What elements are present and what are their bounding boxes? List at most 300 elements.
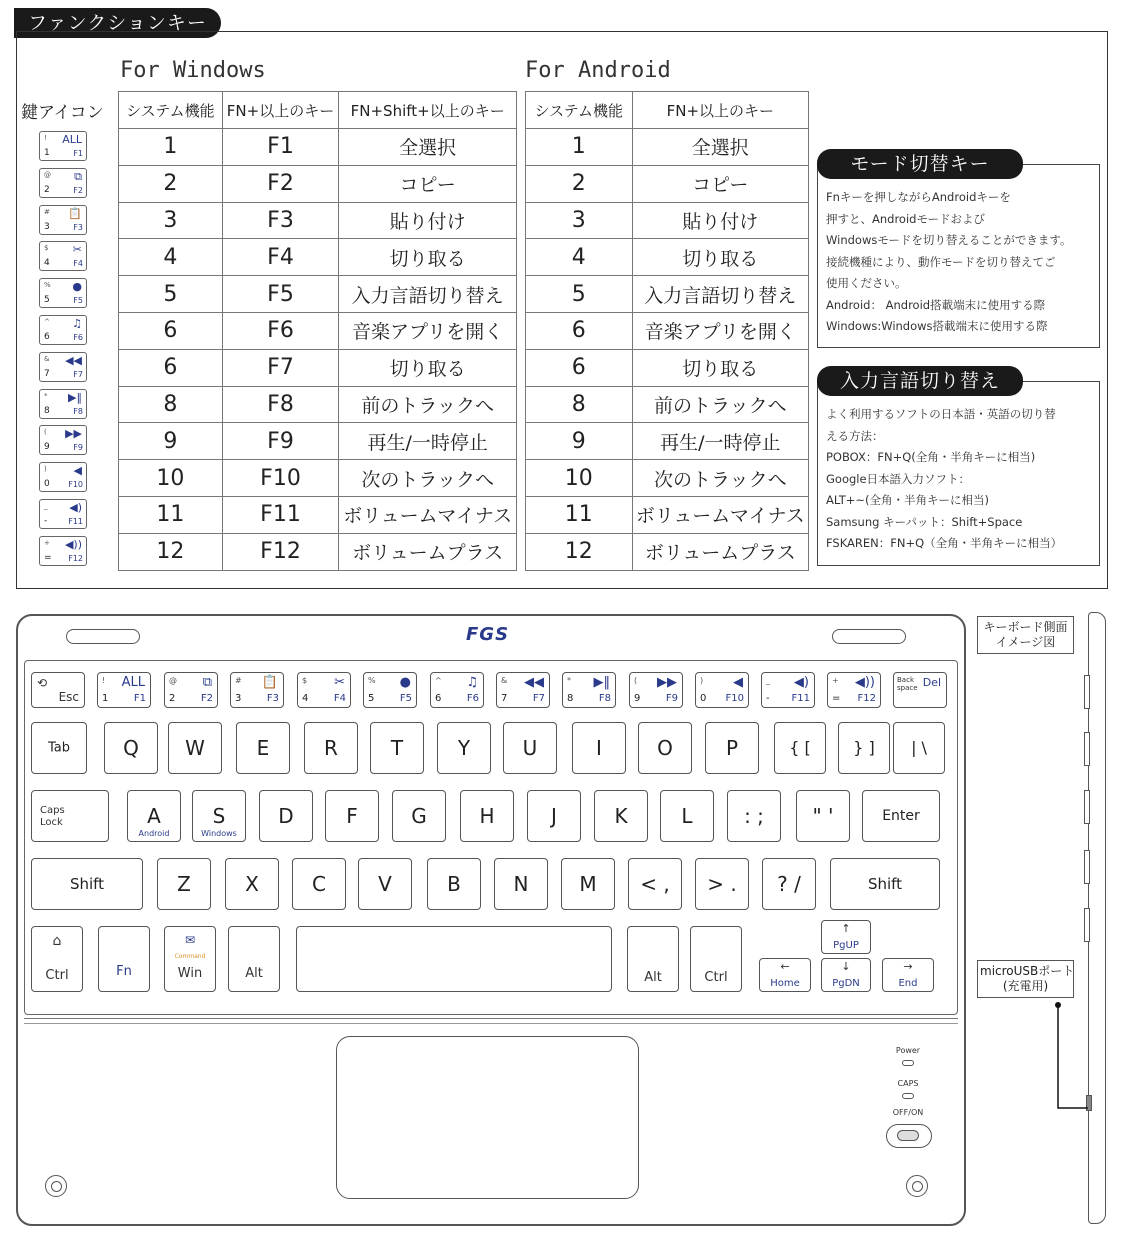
row-number: 10 [526,460,633,497]
input-language-title: 入力言語切り替え [817,366,1023,396]
key-a[interactable] [127,790,181,842]
number-char: 4 [302,693,309,704]
row-number: 10 [119,460,223,497]
function-key-f5[interactable] [363,672,417,708]
key-punct-8[interactable] [628,858,682,910]
section-title: ファンクションキー [14,8,221,38]
function-glyph-icon: ● [72,280,82,294]
pgup-key[interactable] [821,920,871,954]
power-switch[interactable] [886,1124,932,1148]
shift-char: _ [44,502,48,510]
key-label: A [147,804,161,828]
function-glyph-icon: ALL [62,133,82,146]
f-label: F11 [68,517,83,526]
home-key[interactable] [759,958,811,992]
shift-char: _ [766,676,770,685]
key-icon-f9 [39,425,87,455]
side-segment [1084,675,1090,709]
key-label: Alt [245,966,263,981]
row-function: 前のトラックへ [632,386,808,423]
shift-char: ! [44,134,47,142]
key-c[interactable] [292,858,346,910]
key-label: Z [177,872,191,896]
key-label: Y [457,736,471,760]
f-label: F10 [68,480,83,490]
row-number: 12 [526,533,633,570]
function-glyph-icon: 📋 [261,675,278,690]
shift-char: $ [302,676,308,685]
key-label: P [725,736,739,760]
mode-switch-line: 押すと、Androidモードおよび [826,211,986,226]
side-segment [1084,790,1090,824]
row-fkey: F8 [222,386,339,423]
table-row [526,276,809,313]
bracket-key-11[interactable] [774,722,826,774]
key-o[interactable] [638,722,692,774]
number-char: 5 [368,693,375,704]
shift-char: % [368,676,376,685]
key-i[interactable] [572,722,626,774]
f-label: F2 [200,693,213,704]
row-number: 11 [526,496,633,533]
left-shift-key[interactable] [31,858,143,910]
key-v[interactable] [358,858,412,910]
up-arrow-icon: ↑ [841,922,851,935]
function-key-f2[interactable] [164,672,218,708]
row-number: 6 [526,349,633,386]
function-glyph-icon: ✂ [334,675,345,690]
mode-switch-box [817,164,1100,348]
f-label: F1 [133,693,146,704]
input-language-line: Samsung キーパット：Shift+Space [826,514,1023,529]
bracket-key-13[interactable] [893,722,945,774]
screw-left [45,1175,67,1197]
key-icon-f3 [39,205,87,235]
row-number: 2 [119,165,223,202]
key-label: N [513,872,529,896]
shift-char: ( [634,676,638,685]
function-glyph-icon: ◀◀ [524,675,544,690]
row-number: 11 [119,496,223,533]
key-z[interactable] [157,858,211,910]
number-char: 2 [44,184,50,195]
table-row [526,165,809,202]
key-label: > . [707,872,737,896]
key-s[interactable] [192,790,246,842]
esc-key[interactable] [31,672,85,708]
function-glyph-icon: ◀)) [64,537,82,551]
row-fkey: F5 [222,276,339,313]
usb-port-label: microUSBポート (充電用) [977,960,1074,998]
shift-char: & [44,354,50,363]
row-number: 6 [526,312,633,349]
command-sublabel: Command [174,953,206,960]
key-label: G [411,804,427,828]
key-h[interactable] [460,790,514,842]
key-label: | \ [911,738,927,757]
end-key[interactable] [882,958,934,992]
key-label: R [324,736,338,760]
function-key-f11[interactable] [761,672,815,708]
key-icon-f2 [39,168,87,198]
key-u[interactable] [503,722,557,774]
left-arrow-icon: ← [780,960,790,973]
key-label: Alt [644,970,662,985]
key-label: B [447,872,461,896]
key-punct-10[interactable] [762,858,816,910]
f-label: F10 [725,693,744,704]
key-label: Shift [69,875,105,893]
table-row [526,533,809,570]
shift-char: & [501,676,508,685]
key-punct-10[interactable] [727,790,781,842]
key-label: Win [177,966,203,981]
number-char: = [44,552,52,563]
f-label: F6 [466,693,479,704]
key-label: { [ [789,738,811,757]
function-key-f10[interactable] [695,672,749,708]
function-glyph-icon: ♫ [72,317,82,330]
enter-key[interactable] [862,790,940,842]
right-ctrl-key[interactable] [690,926,742,992]
key-l[interactable] [660,790,714,842]
key-label: End [898,978,918,989]
number-char: 6 [44,332,50,342]
f-label: F9 [665,693,678,704]
function-glyph-icon: ▶‖ [593,675,610,690]
number-char: 7 [44,368,50,379]
row-function: 前のトラックへ [339,386,517,423]
row-function: 切り取る [339,239,517,276]
right-alt-key[interactable] [627,926,679,992]
row-number: 9 [526,423,633,460]
del-label: Del [922,676,941,689]
key-label: O [657,736,673,760]
row-function: ボリュームプラス [632,533,808,570]
mode-switch-line: Android： Android搭載端末に使用する際 [826,297,1046,312]
row-number: 4 [119,239,223,276]
key-icon-f1 [39,131,87,161]
mode-switch-line: Fnキーを押しながらAndroidキーを [826,190,1011,204]
input-language-line: よく利用するソフトの日本語・英語の切り替 [826,407,1056,421]
shift-char: @ [169,676,177,685]
usb-pointer-line [1050,1000,1095,1115]
table-row [119,349,517,386]
key-n[interactable] [494,858,548,910]
key-label: ? / [777,872,801,896]
key-label: PgUP [833,940,859,951]
shift-char: # [44,207,50,216]
screw-right [906,1175,928,1197]
row-function: 切り取る [339,349,517,386]
number-char: 0 [44,479,50,490]
row-fkey: F4 [222,239,339,276]
key-b[interactable] [427,858,481,910]
key-icon-f8 [39,389,87,419]
number-char: 3 [235,693,242,704]
windows-title: For Windows [120,58,266,83]
shift-char: + [44,538,50,547]
shift-char: # [235,676,242,685]
key-w[interactable] [168,722,222,774]
row-function: 全選択 [339,129,517,166]
function-glyph-icon: ▶▶ [657,675,677,690]
input-language-line: FSKAREN：FN+Q（全角・半角キーに相当） [826,536,1063,550]
key-d[interactable] [259,790,313,842]
key-icon-f11 [39,499,87,529]
function-glyph-icon: ▶‖ [68,390,82,404]
row-function: 再生/一時停止 [632,423,808,460]
win-key[interactable] [164,926,216,992]
key-q[interactable] [104,722,158,774]
key-label: PgDN [832,978,860,989]
key-icon-label: 鍵アイコン [21,103,104,123]
brand-logo: FGS [466,624,510,645]
shift-char: % [44,281,51,290]
row-function: 全選択 [632,129,808,166]
table-row [119,423,517,460]
input-language-box [817,381,1100,566]
number-char: = [832,693,841,704]
key-icon-f6 [39,315,87,345]
mode-switch-line: Windowsモードを切り替えることができます。 [826,233,1072,247]
key-label: T [390,736,404,760]
key-label: J [551,804,557,828]
number-char: 9 [44,442,50,453]
row-number: 1 [526,129,633,166]
key-label: Home [770,978,800,989]
f-label: F5 [73,296,83,306]
table-row [526,129,809,166]
key-e[interactable] [236,722,290,774]
function-glyph-icon: ALL [121,675,145,690]
side-segment [1084,850,1090,884]
number-char: 3 [44,221,50,232]
row-number: 8 [119,386,223,423]
function-key-f9[interactable] [629,672,683,708]
shift-char: ! [102,676,106,685]
row-fkey: F7 [222,349,339,386]
row-function: 貼り付け [632,202,808,239]
key-label: Fn [116,964,132,979]
number-char: 8 [567,693,574,704]
android-sublabel: Android [138,829,170,838]
number-char: 1 [102,693,109,704]
side-segment [1084,908,1090,942]
key-x[interactable] [225,858,279,910]
mode-switch-title: モード切替キー [817,149,1023,179]
table-row [119,533,517,570]
key-icon-f7 [39,352,87,382]
hinge-left [66,629,140,644]
space-key[interactable] [296,926,612,992]
row-function: 切り取る [632,239,808,276]
row-function: コピー [339,165,517,202]
caps-led [902,1093,914,1099]
row-number: 2 [526,165,633,202]
f-label: F9 [73,443,83,453]
row-number: 1 [119,129,223,166]
function-key-f1[interactable] [97,672,151,708]
function-glyph-icon: ⧉ [74,169,82,183]
f-label: F12 [857,693,876,704]
table-row [526,202,809,239]
right-shift-key[interactable] [830,858,940,910]
down-arrow-icon: ↓ [841,960,851,973]
row-function: 入力言語切り替え [632,276,808,313]
tab-key[interactable] [31,722,87,774]
row-function: 貼り付け [339,202,517,239]
number-char: 1 [44,148,50,158]
key-label: Ctrl [704,970,728,985]
table-header-row [526,92,809,129]
row-fkey: F2 [222,165,339,202]
col-system-function: システム機能 [119,92,223,129]
left-alt-key[interactable] [228,926,280,992]
function-key-f8[interactable] [562,672,616,708]
f-label: F2 [73,185,83,195]
f-label: F4 [333,693,346,704]
shift-char: $ [44,244,49,253]
touchpad[interactable] [336,1036,639,1199]
key-label: H [479,804,495,828]
key-t[interactable] [370,722,424,774]
table-row [526,496,809,533]
input-language-line: Google日本語入力ソフト： [826,471,971,486]
table-row [119,202,517,239]
table-header-row [119,92,517,129]
input-language-line: える方法： [826,428,884,443]
input-language-line: ALT+~(全角・半角キーに相当) [826,493,989,507]
side-view-label: キーボード側面 イメージ図 [977,616,1074,654]
pgdn-key[interactable] [821,958,871,992]
function-glyph-icon: ◀◀ [65,353,82,367]
key-g[interactable] [392,790,446,842]
f-label: F8 [73,406,83,416]
key-m[interactable] [561,858,615,910]
number-char: 0 [700,693,707,704]
function-key-f12[interactable] [827,672,881,708]
row-function: ボリュームプラス [339,533,517,570]
key-label: K [614,804,628,828]
key-label: Back space [897,676,918,692]
key-label: X [245,872,259,896]
switch-knob [897,1130,919,1141]
caps-lock-key[interactable] [31,790,109,842]
f-label: F3 [73,222,83,232]
power-switch-label: OFF/ON [892,1108,924,1117]
table-row [119,312,517,349]
shift-char: ) [700,676,704,685]
windows-sublabel: Windows [201,829,237,838]
function-key-f7[interactable] [496,672,550,708]
number-char: 9 [634,693,641,704]
row-fkey: F10 [222,460,339,497]
shift-char: + [832,676,839,685]
f-label: F5 [399,693,412,704]
key-k[interactable] [594,790,648,842]
key-label: Ctrl [45,968,69,983]
key-f[interactable] [325,790,379,842]
function-glyph-icon: ◀) [793,675,809,690]
row-fkey: F11 [222,496,339,533]
function-glyph-icon: ● [399,675,411,690]
function-glyph-icon: ◀ [73,464,82,478]
android-title: For Android [525,58,671,83]
side-segment [1084,732,1090,766]
col-fn-key: FN+以上のキー [632,92,808,129]
table-row [119,129,517,166]
table-row [526,312,809,349]
shift-char: ^ [44,318,50,326]
table-row [526,239,809,276]
row-number: 6 [119,349,223,386]
key-y[interactable] [437,722,491,774]
row-function: ボリュームマイナス [339,496,517,533]
bracket-key-12[interactable] [838,722,890,774]
number-char: 5 [44,295,50,306]
table-row [119,165,517,202]
row-number: 9 [119,423,223,460]
fn-key[interactable] [98,926,150,992]
key-j[interactable] [527,790,581,842]
function-glyph-icon: ✂ [72,243,82,257]
function-key-f4[interactable] [297,672,351,708]
table-row [526,349,809,386]
row-function: 次のトラックへ [632,460,808,497]
function-key-f3[interactable] [230,672,284,708]
row-fkey: F9 [222,423,339,460]
key-label: } ] [853,738,875,757]
row-function: コピー [632,165,808,202]
key-label: S [212,804,226,828]
function-key-f6[interactable] [430,672,484,708]
number-char: 2 [169,693,176,704]
f-label: F8 [598,693,611,704]
key-punct-9[interactable] [695,858,749,910]
shift-char: ( [44,428,47,437]
key-label: Shift [867,875,903,893]
function-glyph-icon: ⧉ [202,675,212,690]
key-r[interactable] [304,722,358,774]
row-number: 5 [526,276,633,313]
row-number: 12 [119,533,223,570]
key-label: : ; [744,804,764,828]
key-label: " ' [812,804,834,828]
key-punct-11[interactable] [796,790,850,842]
row-fkey: F12 [222,533,339,570]
key-label: D [278,804,294,828]
left-ctrl-key[interactable] [31,926,83,992]
key-icon-f10 [39,462,87,492]
backspace-del-key[interactable] [893,672,947,708]
key-label: W [185,736,205,760]
mode-switch-line: 使用ください。 [826,276,907,290]
table-row [119,276,517,313]
shift-char: ^ [435,676,442,685]
key-label: Caps Lock [40,805,65,828]
row-fkey: F3 [222,202,339,239]
table-row [119,239,517,276]
key-icon-f12 [39,536,87,566]
f-label: F6 [73,333,83,342]
home-icon: ⌂ [52,933,62,949]
key-label: E [256,736,270,760]
f-label: F3 [266,693,279,704]
key-label: M [579,872,597,896]
key-p[interactable] [705,722,759,774]
row-number: 3 [119,202,223,239]
